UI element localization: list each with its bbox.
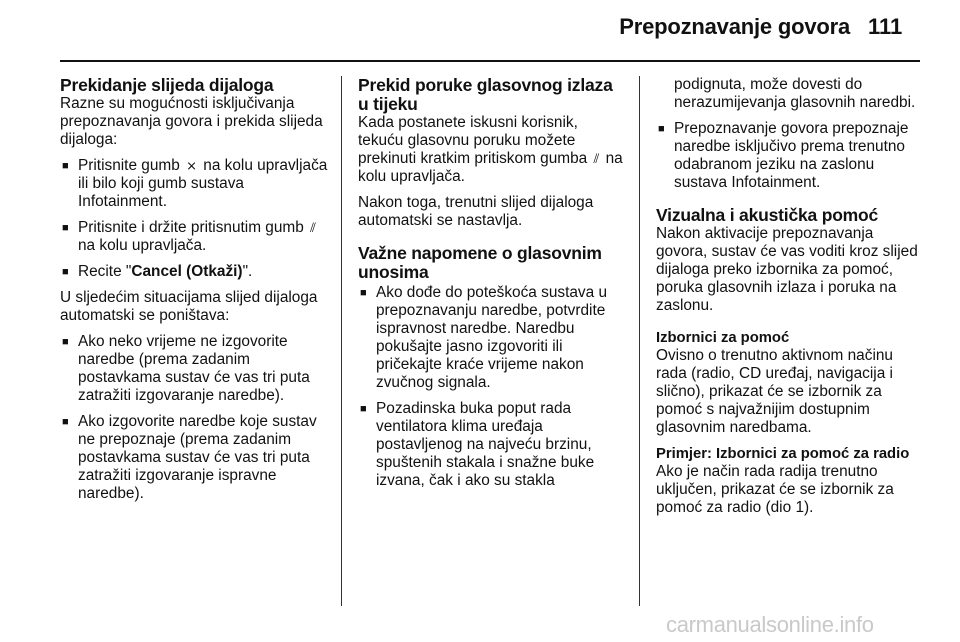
list-item: ■ Ako izgovorite naredbe koje sustav ne prepoznaje (prema zadanim postavkama sustav će vas tri puta zatražiti izgovaranje ispravne naredbe). xyxy=(60,413,328,503)
column-1 xyxy=(60,76,328,503)
text: Kada postanete iskusni korisnik, tekuću glasovnu poruku možete prekinuti kratkim pritiskom gumba xyxy=(358,114,592,167)
mute-talk-icon: ⨯ xyxy=(186,158,197,173)
text: Pritisnite i držite pritisnutim gumb xyxy=(78,219,309,236)
page-header-title: Prepoznavanje govora xyxy=(619,14,850,39)
list-item xyxy=(60,219,328,255)
column-divider xyxy=(341,76,342,606)
voice-command-icon: ⫽ xyxy=(310,220,316,235)
column-divider xyxy=(639,76,640,606)
text: na kolu upravljača. xyxy=(358,150,623,185)
page-number: 111 xyxy=(868,14,903,39)
paragraph-continued: podignuta, može dovesti do nerazumijevanja glasovnih naredbi. xyxy=(674,76,916,111)
paragraph: Ako je način rada radija trenutno uključen, prikazat će se izbornik za pomoć za radio (dio 1). xyxy=(656,463,894,516)
list-item: ■ Ako dođe do poteškoća sustava u prepoznavanju naredbe, potvrdite ispravnost naredbe. Naredbu pokušajte jasno izgovoriti ili pričekajte kraće vrijeme nakon zvučnog signala. xyxy=(358,284,626,392)
header-divider xyxy=(60,60,920,62)
bullet-list xyxy=(656,120,926,192)
section-heading: Vizualna i akustička pomoć xyxy=(656,205,879,225)
column-3 xyxy=(656,76,926,517)
list-item: ■ Prepoznavanje govora prepoznaje naredbe isključivo prema trenutno odabranom jeziku na zaslonu sustava Infotainment. xyxy=(656,120,926,192)
text: ". xyxy=(242,263,253,280)
text: na kolu upravljača ili bilo koji gumb sustava Infotainment. xyxy=(78,157,328,210)
text: Pritisnite gumb xyxy=(78,157,185,174)
paragraph: Nakon aktivacije prepoznavanja govora, sustav će vas voditi kroz slijed dijaloga preko izbornika za pomoć, poruka glasovnih izlaza i poruka na zaslonu. xyxy=(656,225,918,314)
list-item xyxy=(60,157,328,211)
voice-command-icon: ⫽ xyxy=(593,151,600,166)
watermark: carmanualsonline.info xyxy=(666,612,874,637)
paragraph: Nakon toga, trenutni slijed dijaloga automatski se nastavlja. xyxy=(358,194,594,229)
section-heading: Važne napomene o glasovnim unosima xyxy=(358,243,602,282)
list-item: ■ Pozadinska buka poput rada ventilatora klima uređaja postavljenog na najveću brzinu, spuštenih stakala i snažne buke izvana, čak i ako su stakla xyxy=(358,400,626,490)
subheading: Primjer: Izbornici za pomoć za radio xyxy=(656,446,910,462)
subheading: Izbornici za pomoć xyxy=(656,330,790,346)
bullet-list xyxy=(60,333,328,503)
list-item: ■ Ako neko vrijeme ne izgovorite naredbe (prema zadanim postavkama sustav će vas tri puta zatražiti izgovaranje naredbe). xyxy=(60,333,328,405)
paragraph: U sljedećim situacijama slijed dijaloga automatski se poništava: xyxy=(60,289,318,324)
list-item xyxy=(60,263,328,281)
bullet-list xyxy=(358,284,626,490)
section-heading: Prekid poruke glasovnog izlaza u tijeku xyxy=(358,75,613,114)
bullet-list xyxy=(60,157,328,281)
column-2 xyxy=(358,76,626,490)
command-text: Cancel (Otkaži) xyxy=(131,263,243,280)
paragraph: Ovisno o trenutno aktivnom načinu rada (radio, CD uređaj, navigacija i slično), prikazat će se izbornik za pomoć s najvažnijim dostupnim glasovnim naredbama. xyxy=(656,347,893,436)
text: Recite " xyxy=(78,263,132,280)
section-heading: Prekidanje slijeda dijaloga xyxy=(60,75,274,95)
text: na kolu upravljača. xyxy=(78,237,207,254)
paragraph: Razne su mogućnosti isključivanja prepoznavanja govora i prekida slijeda dijaloga: xyxy=(60,95,323,148)
paragraph xyxy=(358,114,626,186)
